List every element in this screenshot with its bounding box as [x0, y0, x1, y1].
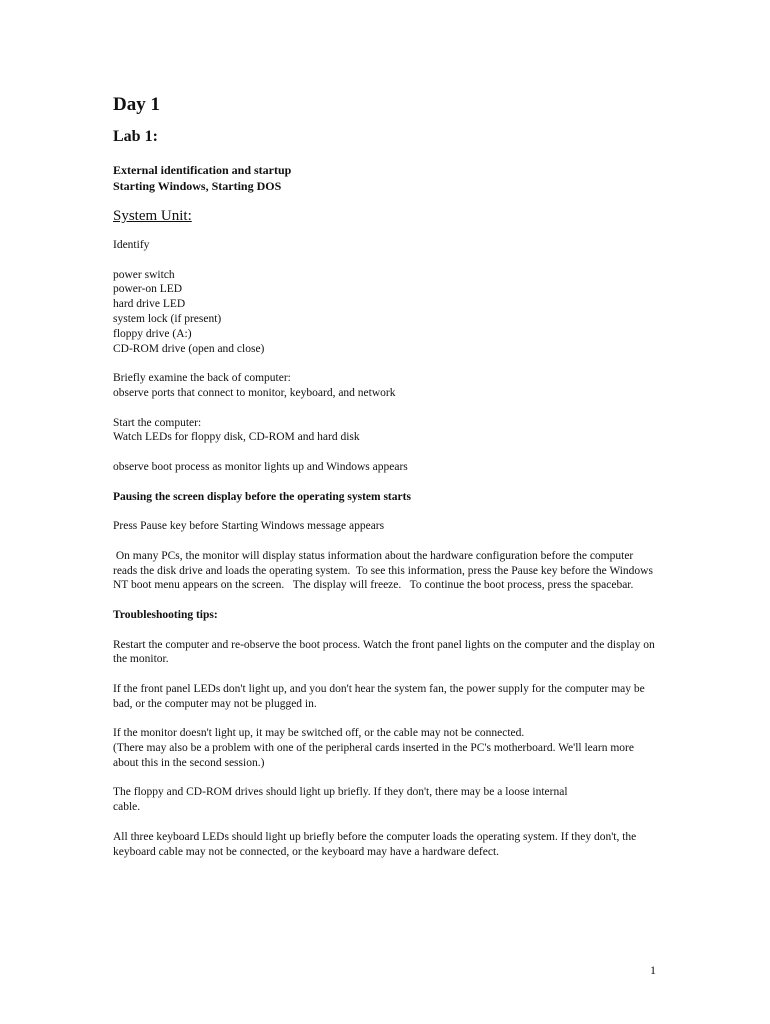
list-item: CD-ROM drive (open and close)	[113, 342, 265, 355]
page-number: 1	[650, 963, 656, 977]
tip-floppy-line: cable.	[113, 801, 141, 814]
list-item: system lock (if present)	[113, 312, 222, 325]
lab-heading: Lab 1:	[113, 128, 158, 145]
tip-floppy-line: The floppy and CD-ROM drives should light up briefly. If they don't, there may be a loose internal	[113, 786, 568, 799]
examine-block	[113, 371, 658, 401]
examine-line: Briefly examine the back of computer:	[113, 372, 291, 385]
subtitle-line: Starting Windows, Starting DOS	[113, 178, 282, 193]
press-pause-text: Press Pause key before Starting Windows message appears	[113, 520, 385, 533]
section-title: System Unit:	[113, 208, 192, 224]
tip-monitor-line: (There may also be a problem with one of the peripheral cards inserted in the PC's motherboard. We'll learn more about this in the second session.)	[113, 742, 634, 769]
lab-subtitle	[113, 163, 658, 194]
tip-monitor-line: If the monitor doesn't light up, it may be switched off, or the cable may not be connected.	[113, 727, 525, 740]
pausing-heading: Pausing the screen display before the operating system starts	[113, 490, 411, 503]
tip-keyboard: All three keyboard LEDs should light up briefly before the computer loads the operating system. If they don't, the keyboard cable may not be connected, or the keyboard may have a hardware defect.	[113, 830, 637, 858]
list-item: power switch	[113, 268, 175, 281]
list-item: power-on LED	[113, 283, 183, 296]
observe-boot-text: observe boot process as monitor lights up and Windows appears	[113, 460, 408, 473]
identify-label: Identify	[113, 239, 150, 251]
document-page	[113, 92, 658, 859]
list-item: floppy drive (A:)	[113, 327, 192, 340]
tip-floppy	[113, 785, 658, 815]
start-block	[113, 416, 658, 446]
list-item: hard drive LED	[113, 298, 186, 311]
troubleshooting-heading: Troubleshooting tips:	[113, 608, 218, 621]
identify-list	[113, 268, 658, 357]
tip-restart: Restart the computer and re-observe the boot process. Watch the front panel lights on the computer and the display on the monitor.	[113, 638, 655, 666]
subtitle-line: External identification and startup	[113, 163, 292, 177]
examine-line: observe ports that connect to monitor, keyboard, and network	[113, 386, 396, 399]
start-line: Watch LEDs for floppy disk, CD-ROM and hard disk	[113, 431, 360, 444]
tip-monitor	[113, 726, 658, 770]
start-line: Start the computer:	[113, 416, 202, 429]
pause-paragraph: On many PCs, the monitor will display status information about the hardware configuration before the computer reads the disk drive and loads the operating system. To see this information, press the Pause key before the Windows NT boot menu appears on the screen. The display will freeze. To continue the boot process, press the spacebar.	[113, 549, 656, 592]
tip-front-panel: If the front panel LEDs don't light up, and you don't hear the system fan, the power supply for the computer may be bad, or the computer may not be plugged in.	[113, 682, 645, 710]
day-heading: Day 1	[113, 94, 160, 115]
